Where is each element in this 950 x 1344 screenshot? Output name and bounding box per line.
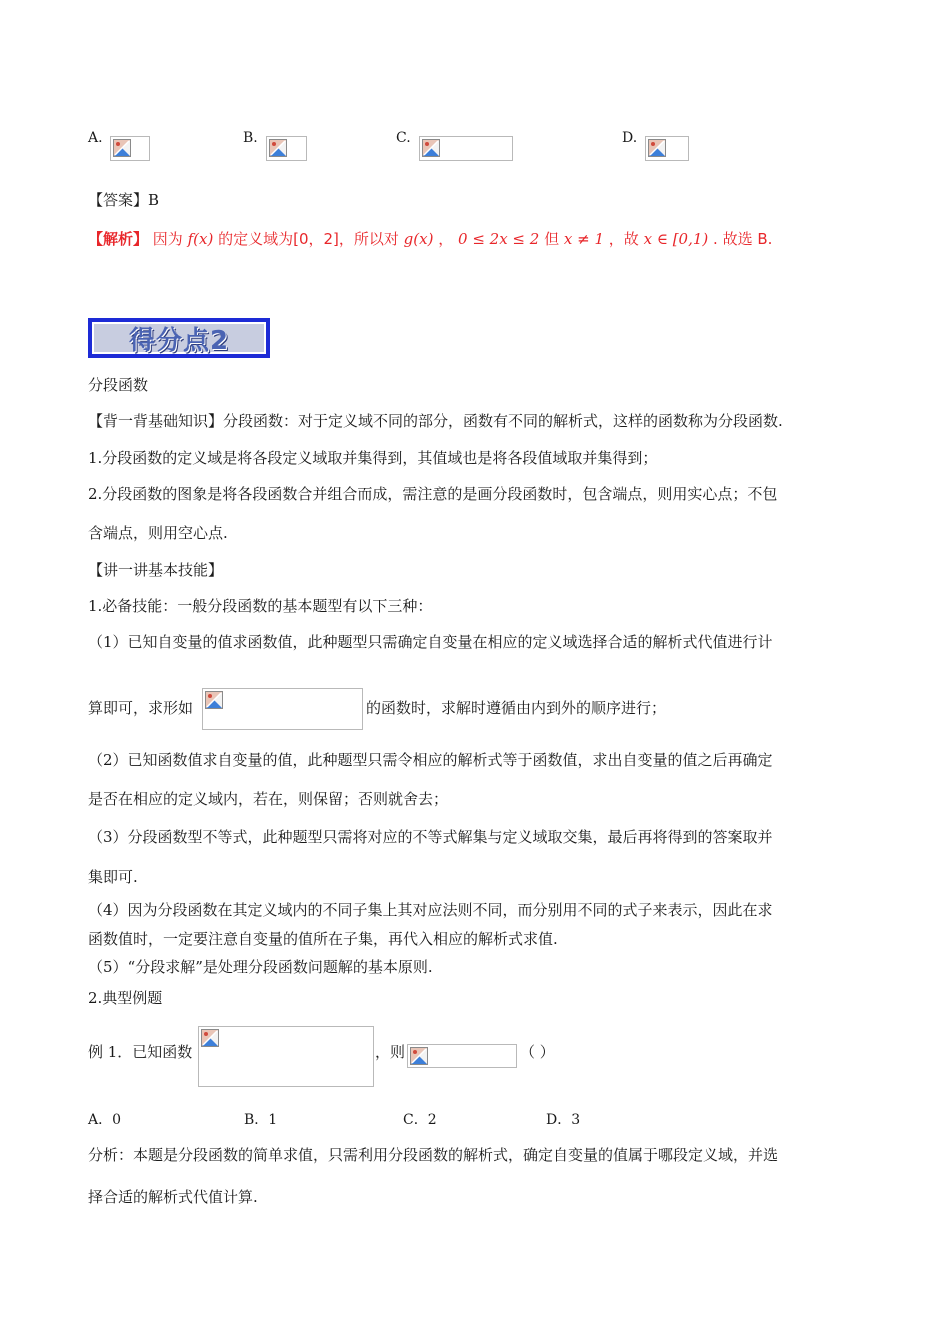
example-option-c: C．2 — [403, 1112, 437, 1128]
option-d-label: D. — [622, 130, 638, 146]
section-title: 分段函数 — [88, 376, 149, 394]
broken-image-icon — [205, 691, 223, 709]
example-1-paren: （ ） — [520, 1043, 555, 1061]
analysis-text-1: 因为 — [152, 230, 183, 248]
examples-title: 2.典型例题 — [88, 989, 163, 1007]
option-b-label: B. — [243, 130, 258, 146]
example-analysis-line-2: 择合适的解析式代值计算. — [88, 1188, 258, 1206]
skill-1: 1.必备技能：一般分段函数的基本题型有以下三种： — [88, 597, 433, 615]
analysis-text-3: ， — [438, 230, 454, 248]
paragraph-point-2-line-1: 2.分段函数的图象是将各段函数合并组合而成，需注意的是画分段函数时，包含端点，则用实心点；不包 — [88, 485, 778, 503]
item-1-line-2-post: 的函数时，求解时遵循由内到外的顺序进行； — [366, 699, 667, 717]
analysis-text-5: ，故 — [608, 230, 639, 248]
analysis-line — [88, 228, 772, 249]
broken-image-icon — [269, 139, 287, 157]
example-option-b: B．1 — [244, 1112, 278, 1128]
analysis-math-fx: f(x) — [187, 230, 214, 248]
broken-image-icon — [422, 139, 440, 157]
analysis-math-interval: x ∈ [0,1) — [643, 230, 709, 248]
analysis-text-6: . 故选 B. — [713, 230, 773, 248]
section-badge-text: 得分点2 — [92, 322, 266, 354]
option-d-formula-image — [645, 136, 689, 161]
broken-image-icon — [201, 1029, 219, 1047]
paragraph-point-1: 1.分段函数的定义域是将各段定义域取并集得到，其值域也是将各段值域取并集得到； — [88, 449, 658, 467]
composite-function-image — [202, 688, 363, 730]
section-badge — [88, 318, 270, 358]
example-1-pre: 例 1．已知函数 — [88, 1043, 193, 1061]
paragraph-basic-knowledge: 【背一背基础知识】分段函数：对于定义域不同的部分，函数有不同的解析式，这样的函数称为分段函数. — [88, 412, 783, 430]
example-1-mid: ，则 — [375, 1043, 406, 1061]
item-4-line-1: （4）因为分段函数在其定义域内的不同子集上其对应法则不同，而分别用不同的式子来表示，因此在求 — [88, 901, 773, 919]
analysis-math-gx: g(x) — [403, 230, 434, 248]
analysis-math-ineq: 0 ≤ 2x ≤ 2 — [458, 230, 540, 248]
broken-image-icon — [410, 1047, 428, 1065]
option-a-formula-image — [110, 136, 150, 161]
analysis-math-neq: x ≠ 1 — [563, 230, 605, 248]
option-b-formula-image — [266, 136, 307, 161]
paragraph-point-2-line-2: 含端点，则用空心点. — [88, 524, 228, 542]
example-analysis-line-1: 分析：本题是分段函数的简单求值，只需利用分段函数的解析式，确定自变量的值属于哪段定义域，并选 — [88, 1146, 779, 1164]
example-option-d: D．3 — [546, 1112, 581, 1128]
analysis-text-2: 的定义域为[0，2]，所以对 — [218, 230, 399, 248]
answer-line: 【答案】B — [88, 191, 160, 209]
analysis-label: 【解析】 — [88, 230, 149, 248]
item-4-line-2: 函数值时，一定要注意自变量的值所在子集，再代入相应的解析式求值. — [88, 930, 558, 948]
item-5: （5）“分段求解”是处理分段函数问题解的基本原则. — [88, 958, 433, 976]
item-3-line-2: 集即可. — [88, 868, 138, 886]
item-2-line-1: （2）已知函数值求自变量的值，此种题型只需令相应的解析式等于函数值，求出自变量的值之后再确定 — [88, 751, 773, 769]
analysis-text-4: 但 — [544, 230, 560, 248]
item-3-line-1: （3）分段函数型不等式，此种题型只需将对应的不等式解集与定义域取交集，最后再将得到的答案取并 — [88, 828, 773, 846]
item-1-line-2-pre: 算即可，求形如 — [88, 699, 194, 717]
example-1-expression-image — [407, 1044, 517, 1068]
example-1-function-image — [198, 1026, 374, 1087]
broken-image-icon — [113, 139, 131, 157]
item-2-line-2: 是否在相应的定义域内，若在，则保留；否则就舍去； — [88, 790, 449, 808]
broken-image-icon — [648, 139, 666, 157]
option-c-label: C. — [396, 130, 411, 146]
item-1-line-1: （1）已知自变量的值求函数值，此种题型只需确定自变量在相应的定义域选择合适的解析式代值进行计 — [88, 633, 773, 651]
option-a-label: A. — [88, 130, 103, 146]
option-c-formula-image — [419, 136, 513, 161]
example-option-a: A．0 — [88, 1112, 122, 1128]
skills-title: 【讲一讲基本技能】 — [88, 561, 224, 579]
